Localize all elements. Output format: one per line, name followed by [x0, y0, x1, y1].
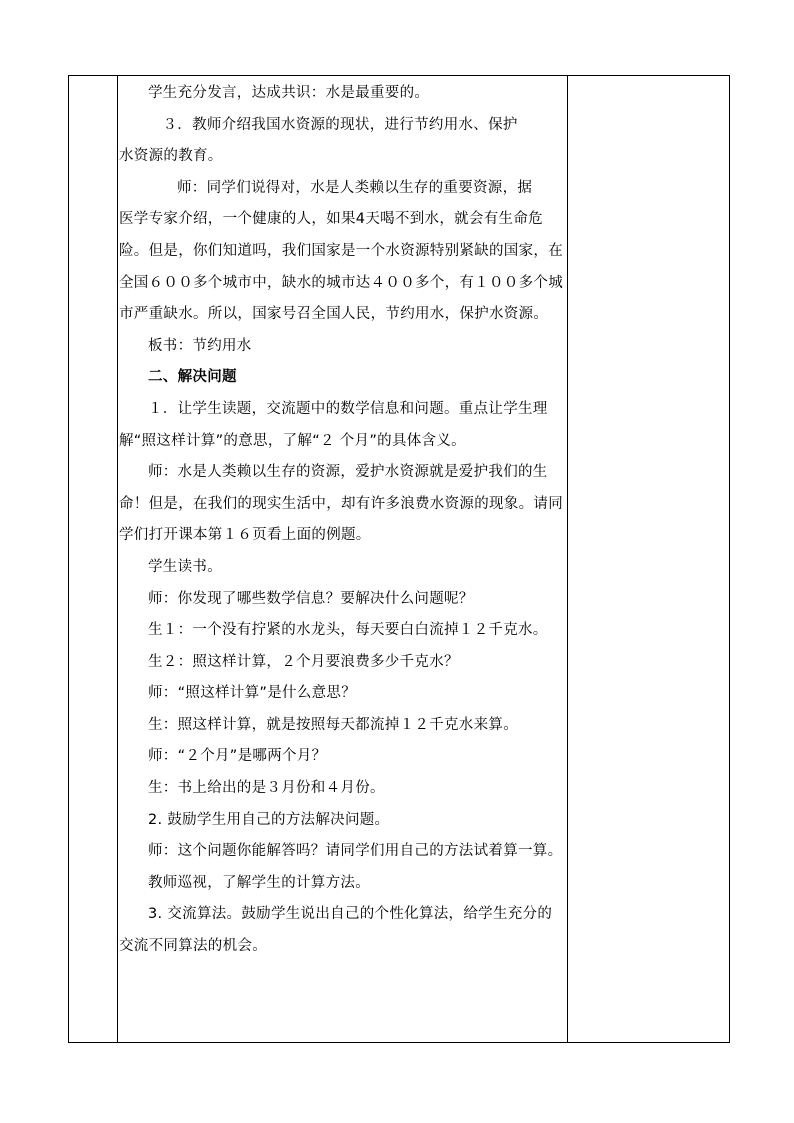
paragraph-teacher-try: 师：这个问题你能解答吗？请同学们用自己的方法试着算一算。: [148, 843, 563, 860]
paragraph-student1: 生１：一个没有拧紧的水龙头，每天要白白流掉１２千克水。: [148, 622, 548, 639]
paragraph-student-months: 生：书上给出的是３月份和４月份。: [148, 780, 385, 797]
paragraph-teacher-intro-step3: ３．教师介绍我国水资源的现状，进行节约用水、保护: [162, 116, 518, 133]
paragraph-student2: 生２：照这样计算，２个月要浪费多少千克水？: [148, 653, 459, 670]
paragraph-teacher-question: 师：你发现了哪些数学信息？要解决什么问题呢？: [148, 590, 474, 607]
paragraph-student-meaning: 生：照这样计算，就是按照每天都流掉１２千克水来算。: [148, 716, 518, 733]
paragraph-step3-exchange: 3. 交流算法。鼓励学生说出自己的个性化算法，给学生充分的交流不同算法的机会。: [119, 906, 553, 955]
paragraph-teacher-says: 师：同学们说得对，水是人类赖以生存的重要资源，据: [177, 179, 533, 196]
paragraph-step2-encourage: 2. 鼓励学生用自己的方法解决问题。: [148, 811, 390, 828]
lesson-plan-table: [68, 75, 730, 1043]
paragraph-blackboard: 板书：节约用水: [148, 337, 252, 354]
lesson-content-cell: [119, 78, 565, 963]
paragraph-step1-read-question: １．让学生读题，交流题中的数学信息和问题。重点让学生理解“照这样计算”的意思，了解“２ 个月”的具体含义。: [119, 400, 548, 449]
paragraph-water-shortage: 医学专家介绍，一个健康的人，如果4天喝不到水，就会有生命危险。但是，你们知道吗，我们国家是一个水资源特别紧缺的国家，在全国６００多个城市中，缺水的城市达４００多个，有１００多个城市严重缺水。所以，国家号召全国人民，节约用水，保护水资源。: [119, 211, 563, 323]
paragraph-teacher-example: 师：水是人类赖以生存的资源，爱护水资源就是爱护我们的生命！但是，在我们的现实生活中，却有许多浪费水资源的现象。请同学们打开课本第１６页看上面的例题。: [119, 464, 563, 544]
paragraph-teacher-months: 师：“２个月”是哪两个月？: [148, 748, 327, 765]
right-column-divider: [567, 76, 568, 1042]
section-heading-solve-problem: 二、解决问题: [148, 369, 237, 386]
left-column-divider: [117, 76, 118, 1042]
paragraph-consensus: 学生充分发言，达成共识：水是最重要的。: [148, 85, 430, 101]
paragraph-students-read: 学生读书。: [148, 558, 222, 575]
paragraph-water-education: 水资源的教育。: [119, 148, 223, 165]
paragraph-teacher-meaning: 师：“照这样计算”是什么意思？: [148, 685, 357, 702]
paragraph-teacher-patrol: 教师巡视，了解学生的计算方法。: [148, 874, 370, 891]
